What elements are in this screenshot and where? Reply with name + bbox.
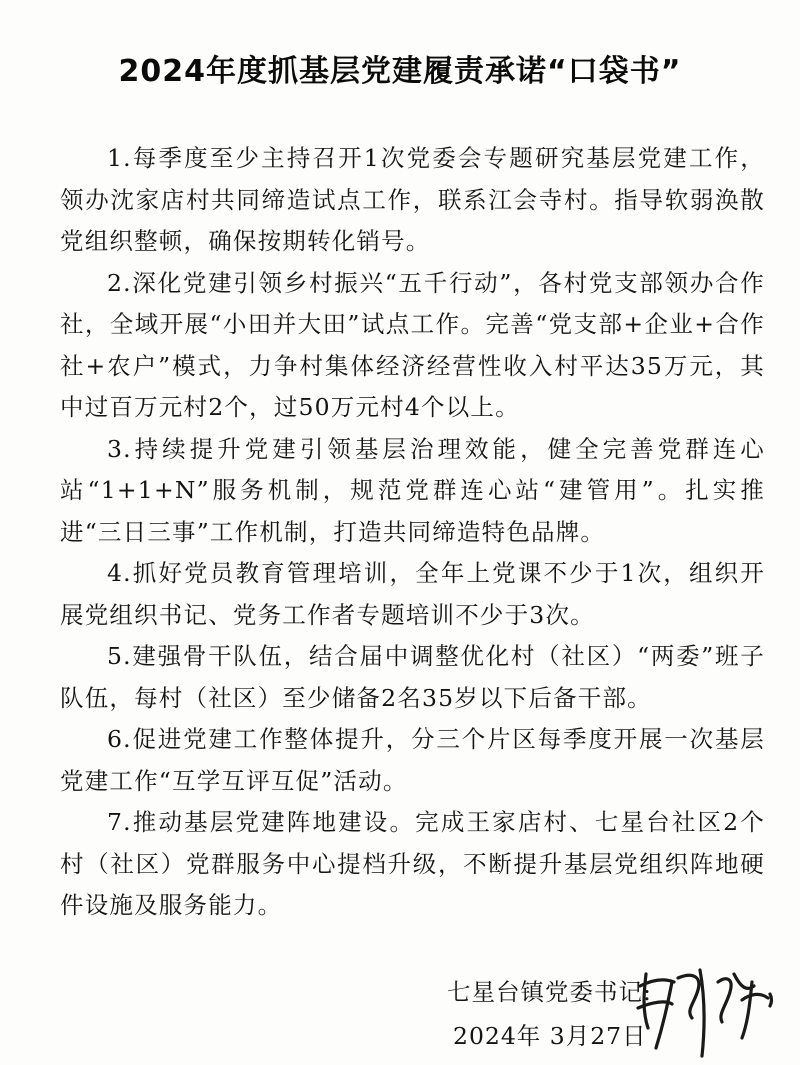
commitment-item-3: 3.持续提升党建引领基层治理效能，健全完善党群连心站“1+1+N”服务机制，规范党群连心站“建管用”。扎实推进“三日三事”工作机制，打造共同缔造特色品牌。 [60,434,765,546]
signing-date: 2024年 3月27日 [453,1022,647,1050]
handwritten-signature-icon [622,952,782,1062]
commitment-item-7: 7.推动基层党建阵地建设。完成王家店村、七星台社区2个村（社区）党群服务中心提档升级，不断提升基层党组织阵地硬件设施及服务能力。 [60,808,765,919]
document-title: 2024年度抓基层党建履责承诺“口袋书” [118,54,682,89]
signatory-label: 七星台镇党委书记: [447,978,652,1006]
commitment-item-1: 1.每季度至少主持召开1次党委会专题研究基层党建工作，领办沈家店村共同缔造试点工作，联系江会寺村。指导软弱涣散党组织整顿，确保按期转化销号。 [60,144,765,255]
commitment-item-5: 5.建强骨干队伍，结合届中调整优化村（社区）“两委”班子队伍，每村（社区）至少储备2名35岁以下后备干部。 [60,642,765,712]
commitment-item-4: 4.抓好党员教育管理培训，全年上党课不少于1次，组织开展党组织书记、党务工作者专题培训不少于3次。 [60,559,765,629]
commitment-item-2: 2.深化党建引领乡村振兴“五千行动”，各村党支部领办合作社，全域开展“小田并大田”试点工作。完善“党支部+企业+合作社+农户”模式，力争村集体经济经营性收入村平达35万元，其中过百万元村2个，过50万元村4个以上。 [60,268,765,421]
commitment-list [60,138,765,927]
commitment-item-6: 6.促进党建工作整体提升，分三个片区每季度开展一次基层党建工作“互学互评互促”活动。 [60,725,765,795]
